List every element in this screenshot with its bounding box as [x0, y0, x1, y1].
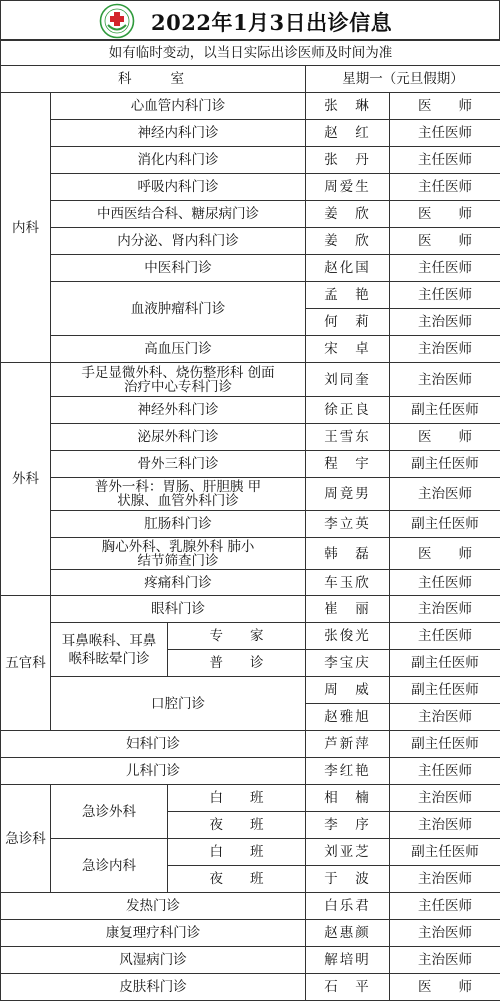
dept-cell: 疼痛科门诊 — [51, 570, 306, 596]
doctor-cell: 石 平 — [306, 974, 390, 1001]
group-waike: 外科 — [1, 363, 51, 596]
title-cell: 主任医师 — [390, 893, 500, 920]
dept-cell-er-med: 急诊内科 — [51, 839, 168, 893]
dept-cell: 康复理疗科门诊 — [1, 920, 306, 947]
title-cell: 医 师 — [390, 424, 500, 451]
title-cell: 医 师 — [390, 974, 500, 1001]
title-cell: 主任医师 — [390, 282, 500, 309]
title-cell: 主治医师 — [390, 812, 500, 839]
dept-cell: 妇科门诊 — [1, 731, 306, 758]
doctor-cell: 李 序 — [306, 812, 390, 839]
dept-cell: 神经外科门诊 — [51, 397, 306, 424]
title-cell: 医 师 — [390, 228, 500, 255]
doctor-cell: 白乐君 — [306, 893, 390, 920]
dept-cell: 发热门诊 — [1, 893, 306, 920]
note-text: 如有临时变动，以当日实际出诊医师及时间为准 — [1, 41, 500, 66]
schedule-table — [0, 40, 500, 1001]
doctor-cell: 程 宇 — [306, 451, 390, 478]
doctor-cell: 赵化国 — [306, 255, 390, 282]
doctor-cell: 解培明 — [306, 947, 390, 974]
shift-cell: 夜 班 — [168, 866, 306, 893]
doctor-cell: 崔 丽 — [306, 596, 390, 623]
dept-cell: 普外一科：胃肠、肝胆胰 甲状腺、血管外科门诊 — [51, 478, 306, 511]
doctor-cell: 韩 磊 — [306, 538, 390, 570]
title-cell: 主治医师 — [390, 336, 500, 363]
group-neike: 内科 — [1, 93, 51, 363]
title-cell: 主任医师 — [390, 147, 500, 174]
doctor-cell: 李立英 — [306, 511, 390, 538]
title-cell: 副主任医师 — [390, 677, 500, 704]
dept-cell: 中西医结合科、糖尿病门诊 — [51, 201, 306, 228]
dept-cell: 神经内科门诊 — [51, 120, 306, 147]
title-cell: 副主任医师 — [390, 731, 500, 758]
title-cell: 主任医师 — [390, 570, 500, 596]
title-cell: 主治医师 — [390, 947, 500, 974]
doctor-cell: 刘亚芝 — [306, 839, 390, 866]
title-cell: 医 师 — [390, 201, 500, 228]
shift-cell: 白 班 — [168, 839, 306, 866]
title-cell: 主任医师 — [390, 623, 500, 650]
dept-cell: 中医科门诊 — [51, 255, 306, 282]
doctor-cell: 张 丹 — [306, 147, 390, 174]
dept-cell: 风湿病门诊 — [1, 947, 306, 974]
dept-cell: 泌尿外科门诊 — [51, 424, 306, 451]
doctor-cell: 周 威 — [306, 677, 390, 704]
doctor-cell: 姜 欣 — [306, 228, 390, 255]
dept-cell: 呼吸内科门诊 — [51, 174, 306, 201]
title-cell: 副主任医师 — [390, 839, 500, 866]
doctor-cell: 赵惠颜 — [306, 920, 390, 947]
doctor-cell: 周竟男 — [306, 478, 390, 511]
doctor-cell: 徐正良 — [306, 397, 390, 424]
header-day: 星期一（元旦假期） — [306, 66, 500, 93]
doctor-cell: 车玉欣 — [306, 570, 390, 596]
dept-cell: 内分泌、肾内科门诊 — [51, 228, 306, 255]
doctor-cell: 姜 欣 — [306, 201, 390, 228]
title-cell: 主治医师 — [390, 704, 500, 731]
doctor-cell: 张 琳 — [306, 93, 390, 120]
shift-cell: 白 班 — [168, 785, 306, 812]
doctor-cell: 李红艳 — [306, 758, 390, 785]
doctor-cell: 刘同奎 — [306, 363, 390, 397]
title-cell: 副主任医师 — [390, 397, 500, 424]
title-cell: 主治医师 — [390, 785, 500, 812]
title-cell: 主治医师 — [390, 309, 500, 336]
title-cell: 主任医师 — [390, 120, 500, 147]
doctor-cell: 于 波 — [306, 866, 390, 893]
dept-cell: 肛肠科门诊 — [51, 511, 306, 538]
header-department: 科 室 — [1, 66, 306, 93]
dept-cell: 骨外三科门诊 — [51, 451, 306, 478]
doctor-cell: 周爱生 — [306, 174, 390, 201]
group-wuguan: 五官科 — [1, 596, 51, 731]
dept-cell: 消化内科门诊 — [51, 147, 306, 174]
title-cell: 主治医师 — [390, 478, 500, 511]
title-cell: 医 师 — [390, 538, 500, 570]
doctor-cell: 赵雅旭 — [306, 704, 390, 731]
dept-cell: 专 家 — [168, 623, 306, 650]
title-cell: 主治医师 — [390, 920, 500, 947]
header — [0, 0, 500, 40]
dept-cell: 血液肿瘤科门诊 — [51, 282, 306, 336]
title-cell: 医 师 — [390, 93, 500, 120]
dept-cell: 普 诊 — [168, 650, 306, 677]
title-cell: 副主任医师 — [390, 650, 500, 677]
group-jizhen: 急诊科 — [1, 785, 51, 893]
dept-cell: 口腔门诊 — [51, 677, 306, 731]
doctor-cell: 张俊光 — [306, 623, 390, 650]
doctor-cell: 赵 红 — [306, 120, 390, 147]
doctor-cell: 相 楠 — [306, 785, 390, 812]
dept-cell: 儿科门诊 — [1, 758, 306, 785]
title-cell: 主治医师 — [390, 866, 500, 893]
dept-cell: 皮肤科门诊 — [1, 974, 306, 1001]
doctor-cell: 芦新萍 — [306, 731, 390, 758]
shift-cell: 夜 班 — [168, 812, 306, 839]
dept-cell: 高血压门诊 — [51, 336, 306, 363]
title-cell: 主治医师 — [390, 363, 500, 397]
title-cell: 主任医师 — [390, 255, 500, 282]
page-title: 2022年1月3日出诊信息 — [151, 10, 393, 35]
title-cell: 主任医师 — [390, 174, 500, 201]
doctor-cell: 何 莉 — [306, 309, 390, 336]
dept-cell: 眼科门诊 — [51, 596, 306, 623]
doctor-cell: 李宝庆 — [306, 650, 390, 677]
title-cell: 主任医师 — [390, 758, 500, 785]
hospital-logo-icon — [99, 3, 135, 39]
dept-cell-er-surg: 急诊外科 — [51, 785, 168, 839]
title-cell: 副主任医师 — [390, 511, 500, 538]
title-cell: 副主任医师 — [390, 451, 500, 478]
doctor-cell: 孟 艳 — [306, 282, 390, 309]
title-cell: 主治医师 — [390, 596, 500, 623]
dept-cell: 手足显微外科、烧伤整形科 创面治疗中心专科门诊 — [51, 363, 306, 397]
dept-cell: 心血管内科门诊 — [51, 93, 306, 120]
doctor-cell: 宋 卓 — [306, 336, 390, 363]
doctor-cell: 王雪东 — [306, 424, 390, 451]
dept-cell-ent: 耳鼻喉科、耳鼻喉科眩晕门诊 — [51, 623, 168, 677]
dept-cell: 胸心外科、乳腺外科 肺小结节筛查门诊 — [51, 538, 306, 570]
